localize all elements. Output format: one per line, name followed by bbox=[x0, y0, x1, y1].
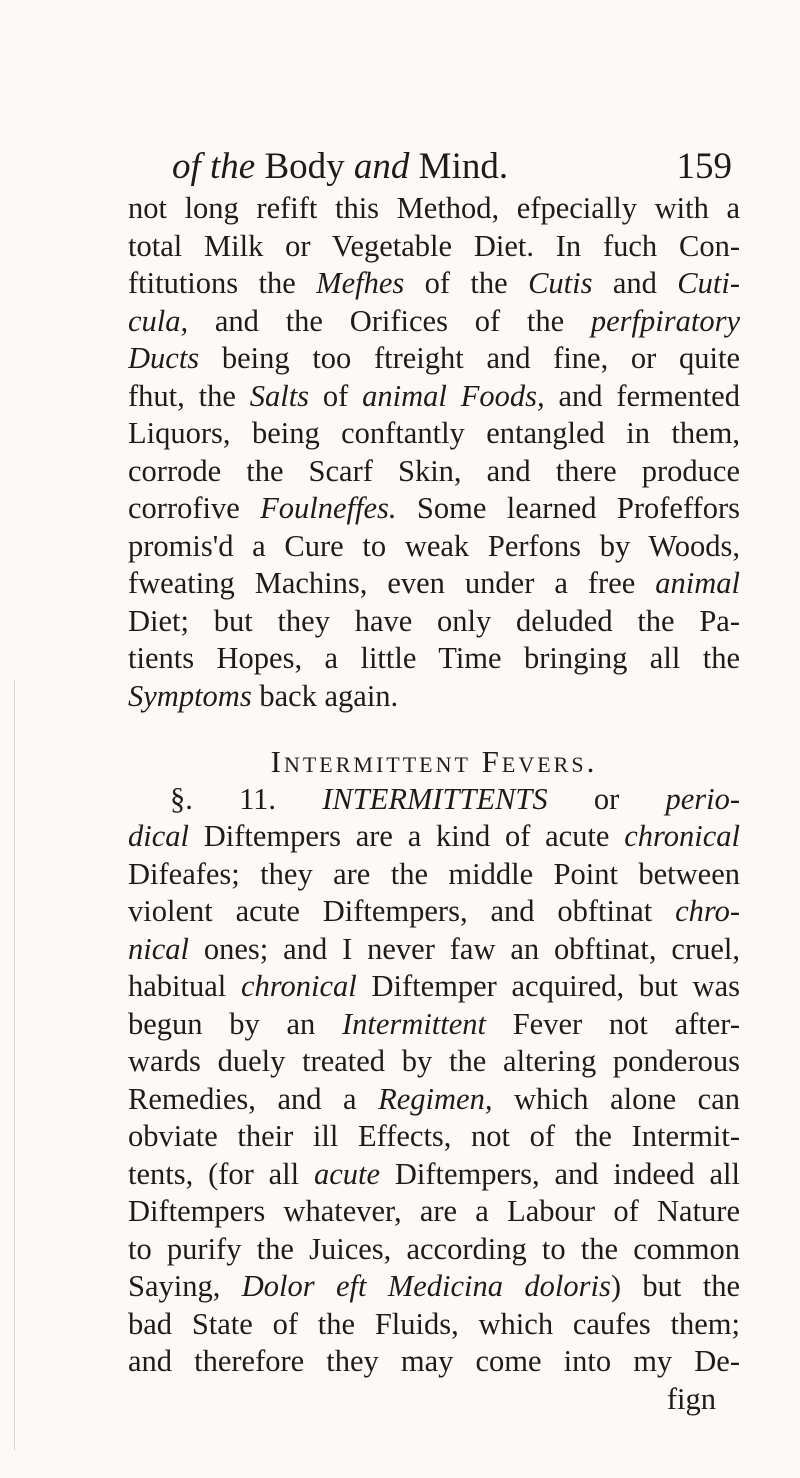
italic-run: dical bbox=[128, 819, 189, 853]
text-run: Liquors, being conftantly entangled in them, bbox=[128, 416, 740, 450]
italic-run: chro- bbox=[675, 894, 740, 928]
text-run: of bbox=[309, 378, 363, 413]
text-line bbox=[128, 1193, 740, 1231]
section-heading: Intermittent Fevers. bbox=[270, 744, 598, 779]
text-line bbox=[128, 490, 740, 528]
text-run: and fermented bbox=[544, 378, 740, 413]
text-run: Difeafes; they are the middle Point between bbox=[128, 856, 740, 891]
italic-run: Mefhes bbox=[316, 266, 405, 300]
text-line bbox=[128, 781, 740, 819]
italic-run: INTERMITTENTS bbox=[322, 781, 548, 816]
italic-run: perfpiratory bbox=[590, 303, 740, 338]
text-line bbox=[128, 378, 740, 416]
text-run: Diftemper acquired, but was bbox=[356, 969, 740, 1003]
text-run: tents, (for all bbox=[128, 1156, 314, 1191]
text-run: Remedies, and a bbox=[128, 1081, 379, 1116]
text-line bbox=[128, 415, 740, 453]
text-run: total Milk or Vegetable Diet. In fuch Con- bbox=[128, 228, 740, 263]
italic-run: Ducts bbox=[128, 341, 200, 375]
text-run: wards duely treated by the altering ponderous bbox=[128, 1044, 740, 1078]
text-line bbox=[128, 565, 740, 603]
text-run: of the bbox=[404, 266, 529, 300]
text-line bbox=[128, 856, 740, 894]
italic-run: Cuti- bbox=[677, 266, 740, 300]
text-line bbox=[128, 528, 740, 566]
text-line bbox=[128, 1006, 740, 1044]
text-run: promis'd a Cure to weak Perfons by Woods, bbox=[128, 528, 740, 563]
italic-run: Foulneffes. bbox=[260, 491, 397, 525]
text-run: fhut, the bbox=[128, 378, 250, 413]
text-run: and therefore they may come into my De- bbox=[128, 1344, 740, 1378]
text-line bbox=[128, 1231, 740, 1269]
text-run: and the Orifices of the bbox=[188, 303, 591, 338]
text-run: Fever not after- bbox=[486, 1006, 740, 1041]
page-number: 159 bbox=[676, 146, 732, 187]
header-prefix: of bbox=[172, 146, 201, 187]
text-run: which alone can bbox=[492, 1081, 740, 1116]
paragraph-2 bbox=[128, 781, 740, 1381]
text-run: Diftempers whatever, are a Labour of Nature bbox=[128, 1194, 740, 1228]
text-line bbox=[128, 818, 740, 856]
text-run: and bbox=[592, 266, 678, 300]
italic-run: Salts bbox=[249, 378, 310, 413]
italic-run: animal Foods, bbox=[362, 378, 545, 413]
text-run: habitual bbox=[128, 969, 241, 1003]
text-run: ftitutions the bbox=[128, 266, 317, 300]
text-line bbox=[128, 1081, 740, 1119]
text-line bbox=[128, 1306, 740, 1344]
text-run: Some learned Profeffors bbox=[396, 491, 740, 525]
italic-run: Regimen, bbox=[378, 1081, 493, 1116]
running-header bbox=[172, 142, 732, 192]
text-run: to purify the Juices, according to the common bbox=[128, 1231, 740, 1266]
text-run: bad State of the Fluids, which caufes them; bbox=[128, 1306, 740, 1341]
text-run: Diet; but they have only deluded the Pa- bbox=[128, 603, 740, 638]
text-line bbox=[128, 340, 740, 378]
text-line bbox=[128, 678, 740, 716]
text-line bbox=[128, 1343, 740, 1381]
text-line bbox=[128, 1043, 740, 1081]
text-run: §. 11. bbox=[170, 781, 323, 816]
paragraph-1 bbox=[128, 190, 740, 715]
italic-run: acute bbox=[313, 1156, 381, 1191]
page-edge-shadow bbox=[14, 680, 15, 1450]
text-line bbox=[128, 603, 740, 641]
text-line bbox=[128, 931, 740, 969]
text-run: ) but the bbox=[610, 1269, 740, 1303]
text-line bbox=[128, 1118, 740, 1156]
header-and: and bbox=[353, 146, 410, 187]
italic-run: nical bbox=[128, 931, 189, 966]
italic-run: Cutis bbox=[528, 266, 593, 300]
text-line bbox=[128, 1268, 740, 1306]
italic-run: chronical bbox=[624, 819, 740, 853]
text-run: tients Hopes, a little Time bringing all the bbox=[128, 641, 740, 675]
text-run: ones; and I never faw an obftinat, cruel, bbox=[189, 931, 740, 966]
text-line bbox=[128, 640, 740, 678]
italic-run: animal bbox=[655, 566, 740, 600]
text-run: corrofive bbox=[128, 491, 261, 525]
text-run: or bbox=[547, 781, 666, 816]
text-line bbox=[128, 893, 740, 931]
italic-run: perio- bbox=[665, 781, 740, 816]
text-line bbox=[128, 190, 740, 228]
text-line bbox=[128, 303, 740, 341]
text-run: corrode the Scarf Skin, and there produce bbox=[128, 453, 740, 488]
italic-run: Symptoms bbox=[128, 678, 252, 713]
header-mind: Mind. bbox=[418, 146, 509, 187]
text-run: begun by an bbox=[128, 1006, 342, 1041]
italic-run: Dolor eft Medicina doloris bbox=[241, 1269, 611, 1303]
italic-run: Intermittent bbox=[342, 1006, 486, 1041]
text-run: Diftempers, and indeed all bbox=[380, 1156, 740, 1191]
text-line bbox=[128, 228, 740, 266]
catchword: fign bbox=[666, 1381, 716, 1416]
text-line bbox=[128, 265, 740, 303]
main-text bbox=[128, 190, 740, 1418]
text-line bbox=[128, 968, 740, 1006]
text-run: violent acute Diftempers, and obftinat bbox=[128, 894, 676, 928]
header-the: the bbox=[210, 146, 256, 187]
text-run: fweating Machins, even under a free bbox=[128, 566, 656, 600]
text-run: Diftempers are a kind of acute bbox=[189, 819, 625, 853]
text-run: back again. bbox=[251, 678, 399, 713]
text-run: being too ftreight and fine, or quite bbox=[199, 341, 740, 375]
header-body: Body bbox=[264, 146, 345, 187]
italic-run: chronical bbox=[240, 969, 357, 1003]
text-line bbox=[128, 453, 740, 491]
text-run: not long refift this Method, efpecially with a bbox=[128, 191, 740, 225]
text-run: Saying, bbox=[128, 1269, 242, 1303]
text-line bbox=[128, 1156, 740, 1194]
italic-run: cula, bbox=[128, 303, 189, 338]
text-run: obviate their ill Effects, not of the Intermit- bbox=[128, 1119, 740, 1153]
